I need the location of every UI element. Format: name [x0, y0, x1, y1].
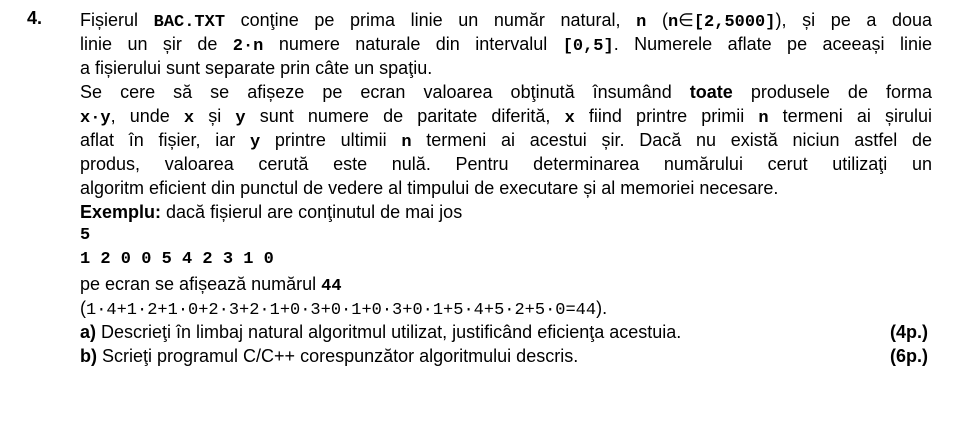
task-a: [80, 320, 932, 344]
example-input-n: 5: [80, 226, 91, 245]
statement-line-3: a fișierului sunt separate prin câte un spaţiu.: [80, 58, 433, 78]
statement-line-5: x·y, unde x și y sunt numere de paritate diferită, x fiind printre primii n termeni ai șirului: [80, 106, 932, 128]
statement-line-7: produs, valoarea cerută este nulă. Pentru determinarea numărului cerut utilizaţi un: [80, 154, 932, 174]
statement-line-6: aflat în fișier, iar y printre ultimii n termeni ai acestui șir. Dacă nu există niciun astfel de: [80, 130, 932, 152]
example-output-value: 44: [321, 277, 342, 296]
task-a-text: Descrieţi în limbaj natural algoritmul utilizat, justificând eficienţa acestuia.: [96, 322, 682, 342]
example-input-sequence: 1 2 0 0 5 4 2 3 1 0: [80, 250, 274, 269]
statement-line-1: Fișierul BAC.TXT conţine pe prima linie un număr natural, n (n∈[2,5000]), și pe a doua: [80, 10, 932, 32]
task-a-label: a): [80, 322, 97, 342]
value-interval: [0,5]: [562, 37, 614, 56]
example-explanation: (1·4+1·2+1·0+2·3+2·1+0·3+0·1+0·3+0·1+5·4+5·2+5·0=44).: [80, 298, 608, 320]
statement-line-8: algoritm eficient din punctul de vedere al timpului de executare și al memoriei necesare.: [80, 178, 779, 198]
n-range: [2,5000]: [693, 13, 776, 32]
task-b: [80, 344, 932, 368]
statement-line-2: linie un șir de 2·n numere naturale din intervalul [0,5]. Numerele aflate pe aceeași linie: [80, 34, 933, 56]
file-name: BAC.TXT: [153, 13, 226, 32]
task-b-text: Scrieţi programul C/C++ corespunzător algoritmului descris.: [97, 346, 579, 366]
problem-statement: [80, 8, 932, 368]
example-output-line: pe ecran se afișează numărul 44: [80, 274, 342, 296]
example-heading: Exemplu: dacă fișierul are conţinutul de mai jos: [80, 202, 463, 222]
statement-line-4: Se cere să se afișeze pe ecran valoarea obţinută însumând toate produsele de forma: [80, 82, 933, 102]
task-b-points: (6p.): [890, 346, 928, 366]
task-a-points: (4p.): [890, 322, 928, 342]
problem-number: 4.: [27, 8, 43, 28]
task-b-label: b): [80, 346, 97, 366]
